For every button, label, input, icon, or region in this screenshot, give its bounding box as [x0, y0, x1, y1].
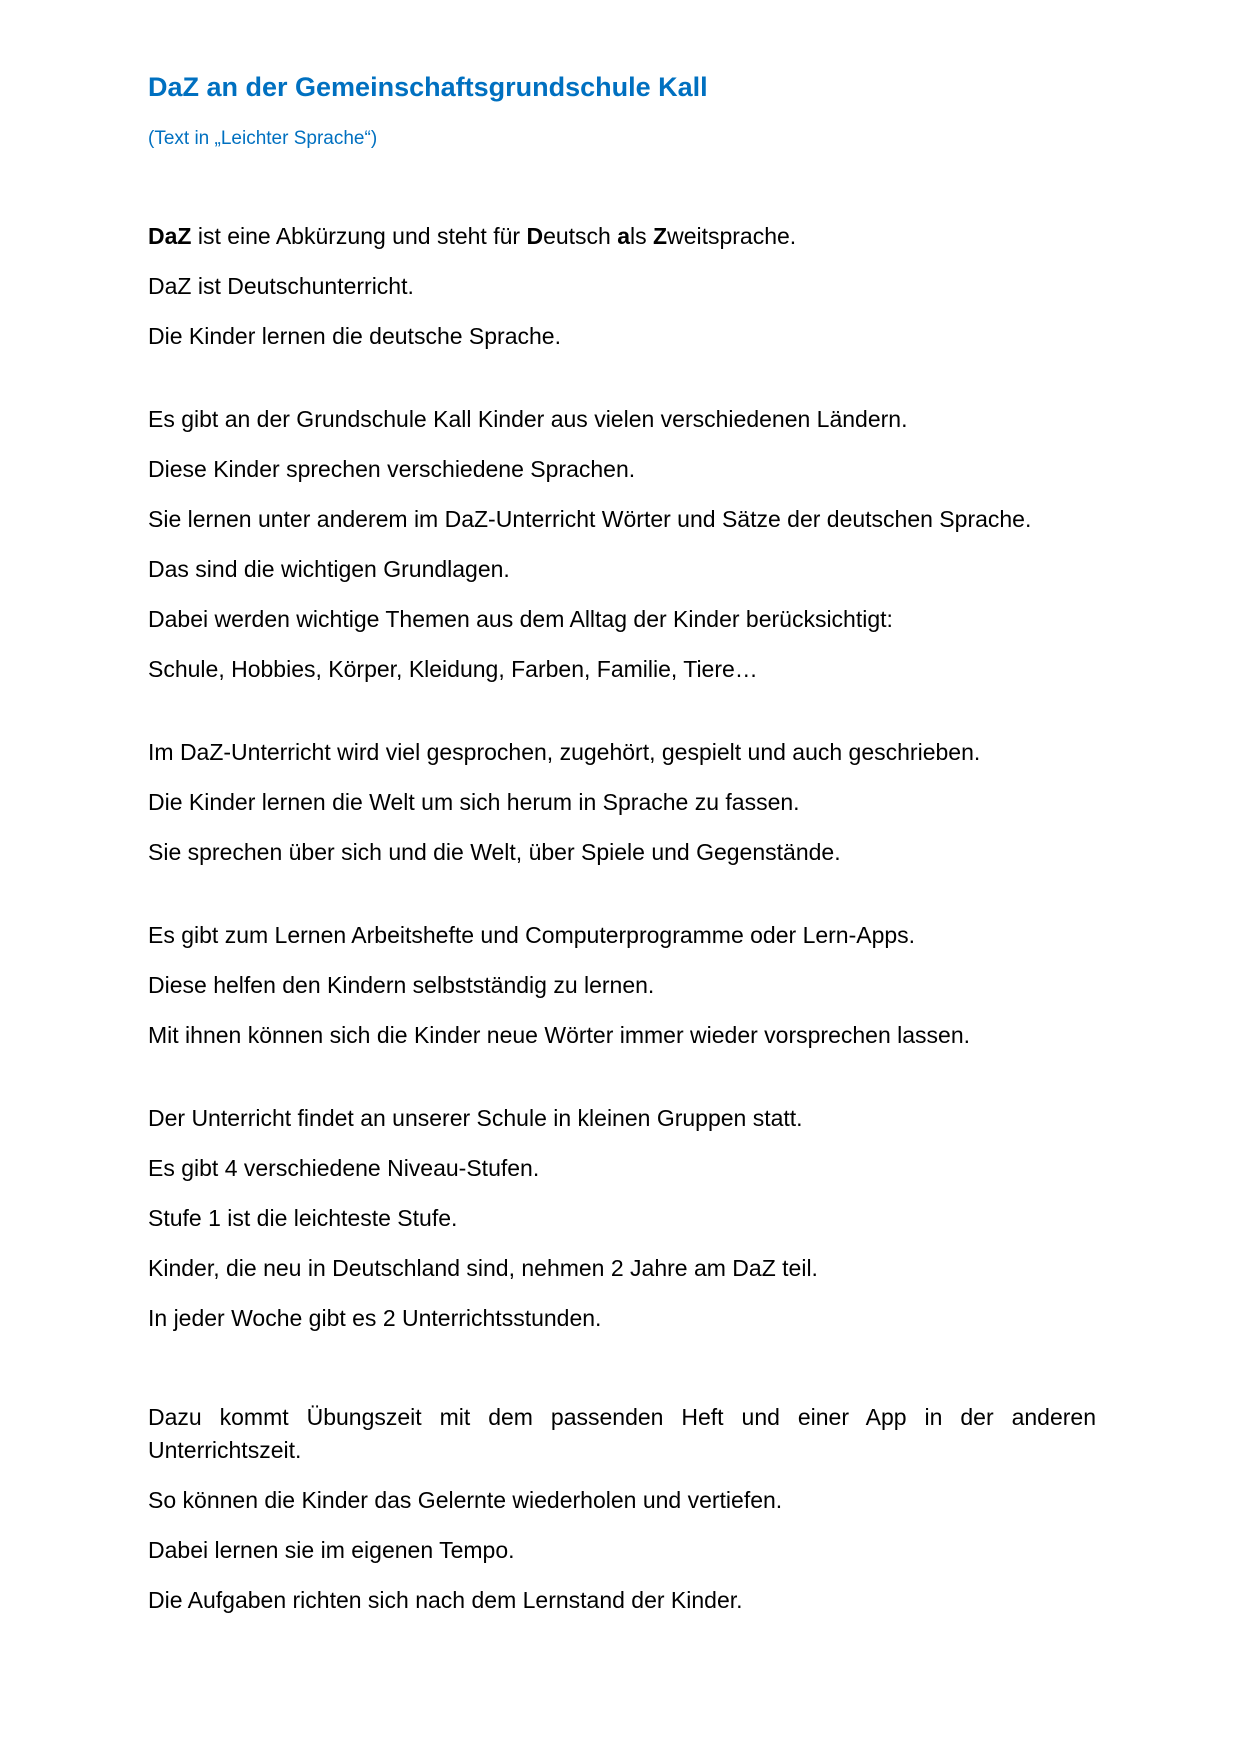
page-title: DaZ an der Gemeinschaftsgrundschule Kall: [148, 72, 708, 102]
text-line: Schule, Hobbies, Körper, Kleidung, Farben, Familie, Tiere…: [148, 656, 758, 682]
text-line: Stufe 1 ist die leichteste Stufe.: [148, 1205, 458, 1231]
text-line: Der Unterricht findet an unserer Schule in kleinen Gruppen statt.: [148, 1105, 803, 1131]
text-line: Dabei lernen sie im eigenen Tempo.: [148, 1537, 515, 1563]
text-line: Diese helfen den Kindern selbstständig zu lernen.: [148, 972, 655, 998]
text-line: Es gibt zum Lernen Arbeitshefte und Computerprogramme oder Lern-Apps.: [148, 922, 916, 948]
text-line: Kinder, die neu in Deutschland sind, nehmen 2 Jahre am DaZ teil.: [148, 1255, 818, 1281]
justified-paragraph: Dazu kommt Übungszeit mit dem passenden Heft und einer App in der anderen Unterrichtszeit.: [148, 1404, 1096, 1463]
text-line: Die Aufgaben richten sich nach dem Lernstand der Kinder.: [148, 1587, 743, 1613]
text-line: Mit ihnen können sich die Kinder neue Wörter immer wieder vorsprechen lassen.: [148, 1022, 971, 1048]
text-line: Das sind die wichtigen Grundlagen.: [148, 556, 510, 582]
text-line: Es gibt an der Grundschule Kall Kinder aus vielen verschiedenen Ländern.: [148, 406, 908, 432]
page-subtitle: (Text in „Leichter Sprache“): [148, 128, 378, 149]
text-line: Im DaZ-Unterricht wird viel gesprochen, zugehört, gespielt und auch geschrieben.: [148, 739, 981, 765]
text-line: Sie sprechen über sich und die Welt, über Spiele und Gegenstände.: [148, 839, 841, 865]
text-line: Die Kinder lernen die Welt um sich herum in Sprache zu fassen.: [148, 789, 800, 815]
text-line: In jeder Woche gibt es 2 Unterrichtsstunden.: [148, 1305, 602, 1331]
text-line: Diese Kinder sprechen verschiedene Sprachen.: [148, 456, 636, 482]
text-line: Dabei werden wichtige Themen aus dem Alltag der Kinder berücksichtigt:: [148, 606, 893, 632]
text-line: Sie lernen unter anderem im DaZ-Unterricht Wörter und Sätze der deutschen Sprache.: [148, 506, 1032, 532]
text-line: Die Kinder lernen die deutsche Sprache.: [148, 323, 561, 349]
intro-line: DaZ ist eine Abkürzung und steht für Deutsch als Zweitsprache.: [148, 223, 797, 249]
text-line: DaZ ist Deutschunterricht.: [148, 273, 414, 299]
abbr-bold: DaZ: [148, 223, 192, 249]
text-line: So können die Kinder das Gelernte wiederholen und vertiefen.: [148, 1487, 783, 1513]
text-line: Es gibt 4 verschiedene Niveau-Stufen.: [148, 1155, 540, 1181]
